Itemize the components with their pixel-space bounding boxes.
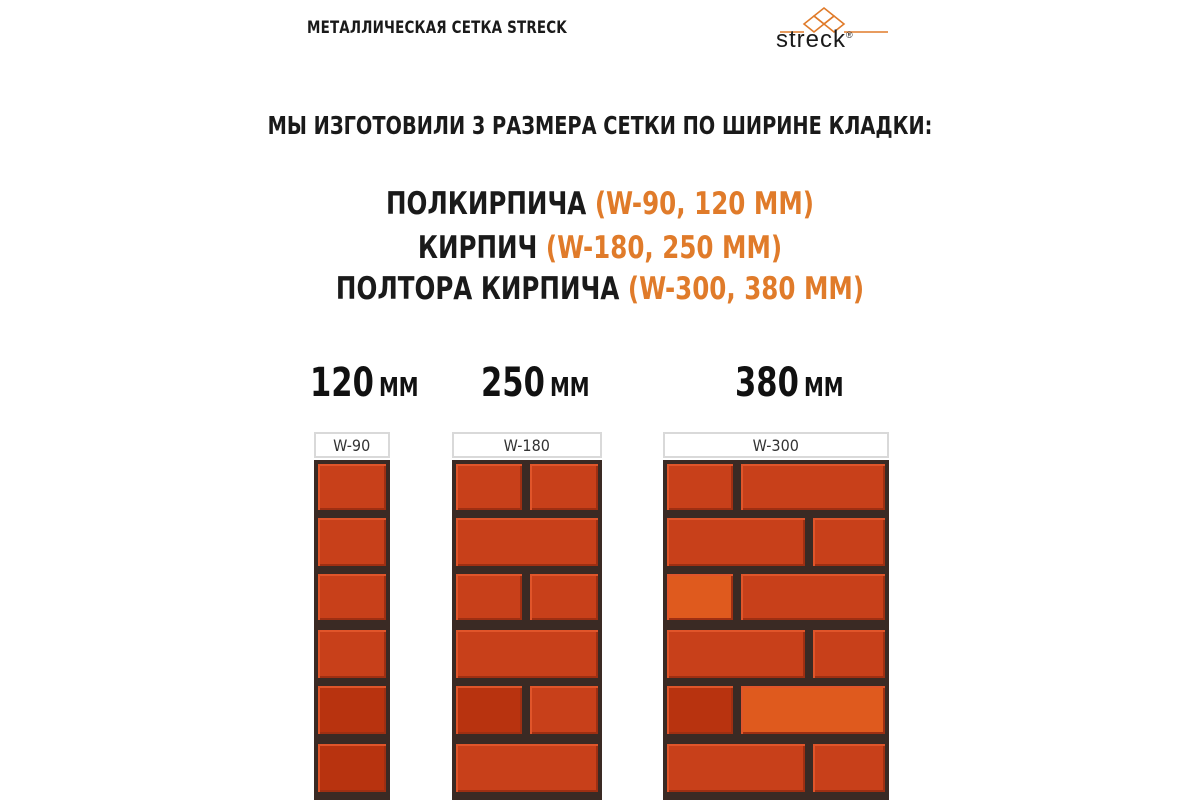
brick	[456, 744, 598, 792]
size-name: ПОЛКИРПИЧА	[386, 186, 587, 222]
brick	[813, 744, 885, 792]
brick	[741, 464, 885, 510]
brick-wall-w300	[663, 460, 889, 800]
brick	[318, 574, 386, 620]
size-line-half-brick	[72, 186, 1128, 222]
brick	[456, 574, 522, 620]
brick	[456, 630, 598, 678]
size-spec: (W-180, 250 ММ)	[545, 230, 783, 266]
dimension-250: 250 ММ	[481, 360, 590, 406]
size-name: КИРПИЧ	[417, 230, 538, 266]
brick	[741, 686, 885, 734]
size-spec: (W-90, 120 ММ)	[594, 186, 814, 222]
brick	[530, 464, 598, 510]
dimension-380: 380 ММ	[735, 360, 844, 406]
brick	[318, 744, 386, 792]
mesh-tag-w300: W-300	[663, 432, 889, 458]
brick-wall-w90	[314, 460, 390, 800]
mesh-tag-w180: W-180	[452, 432, 602, 458]
brick	[667, 744, 805, 792]
streck-logo	[776, 6, 896, 52]
brick	[318, 630, 386, 678]
brick	[530, 686, 598, 734]
brick	[667, 686, 733, 734]
size-line-brick	[72, 230, 1128, 266]
mesh-tag-w90: W-90	[314, 432, 390, 458]
logo-text: streck®	[776, 26, 854, 53]
brick	[318, 518, 386, 566]
size-spec: (W-300, 380 ММ)	[627, 271, 865, 307]
size-line-one-and-half-brick	[72, 271, 1128, 307]
brick	[530, 574, 598, 620]
main-heading: МЫ ИЗГОТОВИЛИ 3 РАЗМЕРА СЕТКИ ПО ШИРИНЕ КЛАДКИ:	[267, 111, 933, 140]
brick-wall-w180	[452, 460, 602, 800]
brick	[813, 630, 885, 678]
brick	[667, 518, 805, 566]
brick	[318, 686, 386, 734]
brick	[813, 518, 885, 566]
brick	[318, 464, 386, 510]
brick	[667, 630, 805, 678]
page-title: МЕТАЛЛИЧЕСКАЯ СЕТКА STRECK	[307, 18, 567, 38]
dimension-120: 120 ММ	[310, 360, 419, 406]
brick	[456, 464, 522, 510]
size-name: ПОЛТОРА КИРПИЧА	[335, 271, 620, 307]
brick	[667, 464, 733, 510]
brick	[456, 686, 522, 734]
brick	[741, 574, 885, 620]
brick	[456, 518, 598, 566]
brick	[667, 574, 733, 620]
